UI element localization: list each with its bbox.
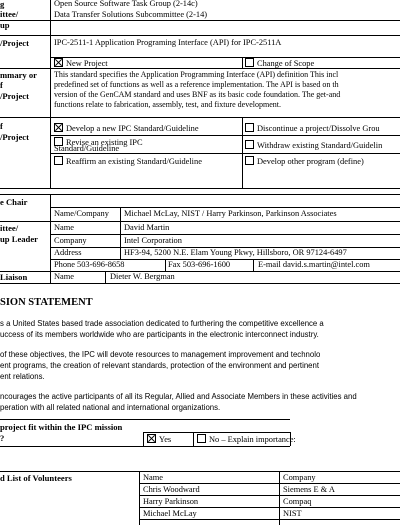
table-rule	[0, 419, 290, 420]
leader-company-label: Company	[54, 236, 87, 245]
table-rule	[105, 271, 106, 283]
table-rule	[50, 135, 400, 136]
chair-label: e Chair	[0, 197, 28, 207]
table-rule	[242, 57, 243, 68]
mission-paragraph-line: peration with all related national and international organizations.	[0, 403, 221, 412]
discontinue-project-option[interactable]: Discontinue a project/Dissolve Grou	[245, 123, 380, 133]
chair-name-company-label: Name/Company	[54, 209, 109, 218]
fit-question-line: ?	[0, 433, 5, 443]
withdraw-existing-option[interactable]: Withdraw existing Standard/Guidelin	[245, 140, 382, 150]
leader-fax: Fax 503-696-1600	[168, 260, 231, 269]
table-rule	[0, 35, 400, 36]
reaffirm-existing-option[interactable]: Reaffirm an existing Standard/Guideline	[54, 156, 202, 166]
mission-paragraph-line: ent programs, the creation of relevant standards, protection of the environment and pertinent	[0, 361, 319, 370]
checked-checkbox-icon[interactable]	[147, 434, 156, 443]
empty-checkbox-icon[interactable]	[54, 156, 63, 165]
leader-label-line: ittee/	[0, 223, 19, 233]
empty-checkbox-icon[interactable]	[245, 140, 254, 149]
project-title: IPC-2511-1 Application Programing Interface (API) for IPC-2511A	[54, 38, 282, 47]
table-rule	[279, 471, 280, 525]
table-rule	[139, 495, 400, 496]
table-rule	[139, 507, 400, 508]
volunteers-column-header: Company	[283, 473, 316, 482]
leader-phone: Phone 503-696-8658	[54, 260, 125, 269]
committee-label-line: up	[0, 20, 10, 30]
table-cell: Chris Woodward	[143, 485, 200, 494]
empty-checkbox-icon[interactable]	[245, 58, 254, 67]
summary-text-line: version of the GenCAM standard and uses BNF as its basic code foundation. The get-and	[54, 90, 341, 99]
table-rule	[0, 194, 400, 195]
table-rule	[0, 283, 400, 284]
leader-address-value: HF3-94, 5200 N.E. Elam Young Pkwy, Hillsboro, OR 97124-6497	[124, 248, 347, 257]
volunteers-column-header: Name	[143, 473, 163, 482]
table-rule	[0, 117, 400, 118]
checked-checkbox-icon[interactable]	[54, 58, 63, 67]
mission-paragraph-line: ent relations.	[0, 372, 45, 381]
table-rule	[143, 432, 290, 433]
liaison-name-value: Dieter W. Bergman	[110, 272, 175, 281]
leader-name-value: David Martin	[124, 223, 170, 232]
leader-name-label: Name	[54, 223, 74, 232]
summary-text-line: functions relate to fabrication, assembly, test, and fixture development.	[54, 100, 281, 109]
table-rule	[0, 188, 400, 189]
change-of-scope-option[interactable]: Change of Scope	[245, 58, 314, 68]
mission-paragraph-line: uccess of its members worldwide who are participants in the electronic interconnect industry.	[0, 330, 319, 339]
type-label-line: /Project	[0, 132, 29, 142]
committee-label-line: ittee/	[0, 9, 19, 19]
mission-heading: SION STATEMENT	[0, 297, 93, 308]
empty-checkbox-icon[interactable]	[245, 156, 254, 165]
table-cell: Compaq	[283, 497, 312, 506]
table-rule	[120, 207, 121, 221]
summary-label-line: f	[0, 80, 3, 90]
mission-paragraph-line: ncourages the active participants of all its Regular, Allied and Associate Members in these activities and	[0, 392, 357, 401]
table-rule	[50, 234, 400, 235]
fit-yes-option[interactable]: Yes	[147, 434, 171, 444]
develop-other-program-option[interactable]: Develop other program (define)	[245, 156, 364, 166]
table-rule	[165, 259, 166, 271]
fit-no-option[interactable]: No – Explain importance:	[197, 434, 296, 444]
subcommittee-name: Data Transfer Solutions Subcommittee (2-14)	[54, 10, 208, 19]
revise-existing-option-line2: Standard/Guideline	[54, 144, 120, 153]
table-rule	[139, 471, 140, 525]
table-rule	[50, 194, 51, 283]
table-rule	[50, 0, 51, 188]
empty-checkbox-icon[interactable]	[245, 123, 254, 132]
committee-label-line: g	[0, 0, 5, 9]
chair-name-company-value: Michael McLay, NIST / Harry Parkinson, Parkinson Associates	[124, 209, 337, 218]
committee-name: Open Source Software Task Group (2-14c)	[54, 0, 198, 8]
revise-existing-option[interactable]: Revise an existing IPC	[54, 137, 143, 147]
leader-label-line: up Leader	[0, 234, 38, 244]
leader-email[interactable]: E-mail david.s.martin@intel.com	[258, 260, 370, 269]
liaison-label: Liaison	[0, 272, 28, 282]
leader-address-label: Address	[54, 248, 82, 257]
new-project-option[interactable]: New Project	[54, 58, 108, 68]
project-label: /Project	[0, 38, 29, 48]
summary-label-line: mmary or	[0, 70, 37, 80]
table-cell: Harry Parkinson	[143, 497, 199, 506]
table-rule	[139, 519, 400, 520]
table-rule	[242, 117, 243, 188]
summary-text-line: predefined set of functions as well as a reference implementation. The API is based on th	[54, 80, 339, 89]
table-cell: NIST	[283, 509, 302, 518]
table-rule	[120, 221, 121, 259]
leader-company-value: Intel Corporation	[124, 236, 182, 245]
table-rule	[0, 20, 400, 21]
empty-checkbox-icon[interactable]	[197, 434, 206, 443]
mission-paragraph-line: of these objectives, the IPC will devote resources to management improvement and technolo	[0, 350, 321, 359]
fit-question-line: project fit within the IPC mission	[0, 422, 123, 432]
table-rule	[0, 221, 400, 222]
table-rule	[193, 432, 194, 446]
table-cell: Siemens E & A	[283, 485, 335, 494]
volunteers-heading: d List of Volunteers	[0, 473, 72, 483]
table-rule	[0, 471, 400, 472]
table-rule	[253, 259, 254, 271]
checked-checkbox-icon[interactable]	[54, 123, 63, 132]
table-rule	[143, 432, 144, 446]
mission-paragraph-line: s a United States based trade association dedicated to furthering the competitive excellence a	[0, 319, 324, 328]
summary-text-line: This standard specifies the Application Programming Interface (API) definition This incl	[54, 70, 339, 79]
table-rule	[50, 207, 400, 208]
summary-label-line: /Project	[0, 91, 29, 101]
type-label-line: f	[0, 121, 3, 131]
table-cell: Michael McLay	[143, 509, 197, 518]
liaison-name-label: Name	[54, 272, 74, 281]
table-rule	[0, 446, 290, 447]
table-rule	[139, 483, 400, 484]
develop-new-standard-option[interactable]: Develop a new IPC Standard/Guideline	[54, 123, 199, 133]
